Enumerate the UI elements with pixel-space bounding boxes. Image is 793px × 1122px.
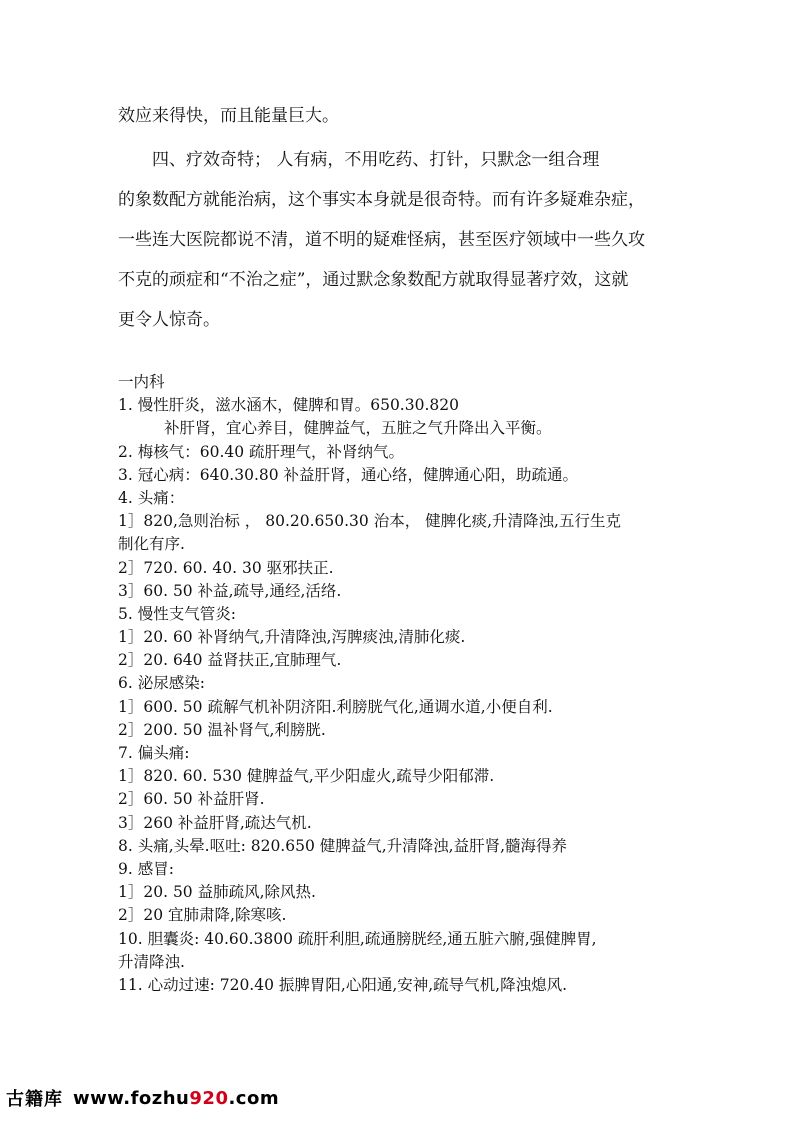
list-line: 制化有序.: [118, 535, 185, 554]
list-line: 2］720. 60. 40. 30 驱邪扶正.: [118, 558, 334, 577]
list-line: 3］60. 50 补益,疏导,通经,活络.: [118, 581, 342, 600]
paragraph-line: 不克的顽症和“不治之症”，通过默念象数配方就取得显著疗效，这就: [118, 270, 629, 290]
list-line: 8. 头痛,头晕.呕吐: 820.650 健脾益气,升清降浊,益肝肾,髓海得养: [118, 836, 568, 855]
list-line: 5. 慢性支气管炎:: [118, 604, 236, 623]
paragraph-line: 四、疗效奇特； 人有病，不用吃药、打针，只默念一组合理: [118, 150, 600, 170]
list-line: 1］20. 50 益肺疏风,除风热.: [118, 883, 316, 902]
list-line: 1］600. 50 疏解气机补阴济阳.利膀胱气化,通调水道,小便自利.: [118, 697, 553, 716]
list-line: 9. 感冒:: [118, 859, 174, 878]
footer-watermark: [6, 1084, 279, 1112]
section-heading: 一内科: [118, 373, 165, 391]
intro-paragraph: [118, 96, 678, 136]
list-line: 2］20. 640 益肾扶正,宜肺理气.: [118, 651, 342, 670]
internal-medicine-list: [118, 371, 678, 997]
list-line: 7. 偏头痛:: [118, 744, 190, 762]
list-line: 3. 冠心病：640.30.80 补益肝肾，通心络，健脾通心阳，助疏通。: [118, 465, 579, 484]
list-line: 4. 头痛：: [118, 488, 185, 507]
footer-url-suffix: .com: [228, 1087, 280, 1109]
list-line: 11. 心动过速: 720.40 振脾胃阳,心阳通,安神,疏导气机,降浊熄风.: [118, 975, 568, 994]
list-line: 6. 泌尿感染:: [118, 674, 205, 693]
footer-url: [73, 1088, 279, 1109]
list-line: 1］820,急则治标 ， 80.20.650.30 治本， 健脾化痰,升清降浊,五行生克: [118, 512, 621, 531]
list-line: 2. 梅核气：60.40 疏肝理气，补肾纳气。: [118, 442, 405, 461]
paragraph-line: 一些连大医院都说不清，道不明的疑难怪病，甚至医疗领域中一些久攻: [118, 230, 645, 250]
list-line: 2］60. 50 补益肝肾.: [118, 790, 265, 809]
list-line: 2］20 宜肺肃降,除寒咳.: [118, 906, 287, 925]
list-line: 1］20. 60 补肾纳气,升清降浊,泻脾痰浊,清肺化痰.: [118, 628, 466, 647]
list-line: 10. 胆囊炎: 40.60.3800 疏肝利胆,疏通膀胱经,通五脏六腑,强健脾胃,: [118, 929, 597, 948]
list-line: 1. 慢性肝炎，滋水涵木，健脾和胃。650.30.820: [118, 396, 459, 415]
footer-brand: 古籍库: [6, 1089, 63, 1110]
section-four-paragraph: [118, 140, 678, 340]
list-line: 3］260 补益肝肾,疏达气机.: [118, 813, 312, 832]
list-line: 1］820. 60. 530 健脾益气,平少阳虚火,疏导少阳郁滞.: [118, 767, 495, 786]
paragraph-line: 的象数配方就能治病，这个事实本身就是很奇特。而有许多疑难杂症，: [118, 190, 645, 210]
paragraph-line: 效应来得快，而且能量巨大。: [118, 106, 339, 126]
footer-url-highlight: 920: [189, 1087, 229, 1109]
list-line: 2］200. 50 温补肾气,利膀胱.: [118, 720, 326, 739]
list-line: 升清降浊.: [118, 952, 185, 971]
list-lines: [118, 394, 678, 997]
footer-url-prefix: www.fozhu: [73, 1087, 190, 1109]
list-line: 补肝肾，宜心养目，健脾益气，五脏之气升降出入平衡。: [164, 419, 552, 438]
paragraph-line: 更令人惊奇。: [118, 310, 220, 330]
